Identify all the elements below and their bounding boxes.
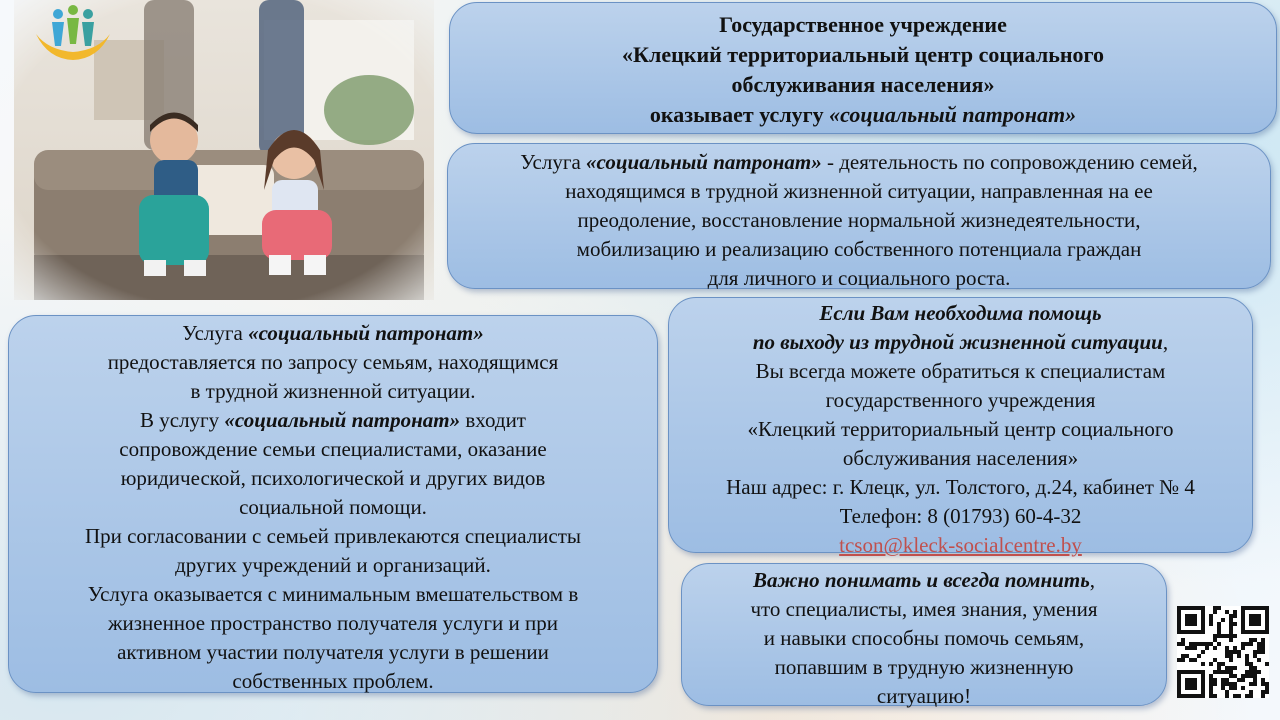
definition-line-1-rest: - деятельность по сопровождению семей, (821, 150, 1198, 174)
definition-line-2: находящимся в трудной жизненной ситуации, направленная на ее (565, 179, 1153, 203)
logo (28, 4, 118, 66)
header-line-4 (450, 100, 1276, 130)
provision-line-11: жизненное пространство получателя услуги и при (107, 611, 559, 635)
important-line-3: и навыки способны помочь семьям, (763, 626, 1085, 650)
header-line-2: «Клецкий территориальный центр социального (622, 42, 1104, 67)
provision-line-1 (9, 319, 657, 348)
important-line-2: что специалисты, имея знания, умения (750, 597, 1098, 621)
definition-prefix: Услуга (520, 150, 587, 174)
provision-line-12: активном участии получателя услуги в решении (117, 640, 549, 664)
contact-line-2 (669, 328, 1252, 357)
provision-line-7: социальной помощи. (239, 495, 427, 519)
definition-line-4: мобилизацию и реализацию собственного потенциала граждан (576, 237, 1142, 261)
qr-code-icon (1177, 606, 1269, 698)
header-line-1: Государственное учреждение (719, 12, 1007, 37)
provision-service-name: «социальный патронат» (248, 321, 484, 345)
definition-service-name: «социальный патронат» (586, 150, 822, 174)
contact-email-link[interactable]: tcson@kleck-socialcentre.by (839, 533, 1082, 557)
contact-line-5: «Клецкий территориальный центр социального (747, 417, 1174, 441)
provision-box (8, 315, 658, 693)
important-line-5: ситуацию! (876, 684, 972, 708)
contact-line-2-comma: , (1162, 330, 1169, 354)
header-service-name: «социальный патронат» (829, 102, 1077, 127)
provision-line-9: других учреждений и организаций. (175, 553, 491, 577)
contact-line-3: Вы всегда можете обратиться к специалистам (755, 359, 1166, 383)
important-line-1-comma: , (1089, 568, 1096, 592)
important-line-1 (682, 566, 1166, 595)
provision-line-4 (9, 406, 657, 435)
definition-box (447, 143, 1271, 289)
qr-code[interactable] (1177, 606, 1269, 698)
contact-line-2-text: по выходу из трудной жизненной ситуации (752, 330, 1163, 354)
logo-icon (28, 4, 118, 66)
important-line-4: попавшим в трудную жизненную (774, 655, 1074, 679)
definition-line-1 (448, 148, 1270, 177)
important-box (681, 563, 1167, 706)
provision-line-13: собственных проблем. (232, 669, 434, 693)
provision-prefix: Услуга (182, 321, 249, 345)
important-line-1-text: Важно понимать и всегда помнить (752, 568, 1090, 592)
contact-line-6: обслуживания населения» (842, 446, 1079, 470)
provision-line-2: предоставляется по запросу семьям, находящимся (107, 350, 559, 374)
contact-line-4: государственного учреждения (825, 388, 1096, 412)
provision-line-10: Услуга оказывается с минимальным вмешательством в (87, 582, 579, 606)
header-line-3: обслуживания населения» (731, 72, 995, 97)
provision-line-5: сопровождение семьи специалистами, оказание (119, 437, 547, 461)
provision-line-3: в трудной жизненной ситуации. (190, 379, 476, 403)
header-box (449, 2, 1277, 134)
contact-box (668, 297, 1253, 557)
provision-line-6: юридической, психологической и других видов (120, 466, 546, 490)
definition-line-3: преодоление, восстановление нормальной жизнедеятельности, (577, 208, 1141, 232)
contact-line-1: Если Вам необходима помощь (819, 301, 1102, 325)
provision-line-8: При согласовании с семьей привлекаются специалисты (84, 524, 582, 548)
provision-line-4-rest: входит (460, 408, 526, 432)
header-offers-text: оказывает услугу (649, 102, 830, 127)
provision-line-4-service: «социальный патронат» (224, 408, 461, 432)
provision-line-4-prefix: В услугу (140, 408, 225, 432)
contact-address: Наш адрес: г. Клецк, ул. Толстого, д.24, кабинет № 4 (726, 475, 1195, 499)
contact-phone: Телефон: 8 (01793) 60-4-32 (839, 504, 1082, 528)
definition-line-5: для личного и социального роста. (707, 266, 1011, 290)
